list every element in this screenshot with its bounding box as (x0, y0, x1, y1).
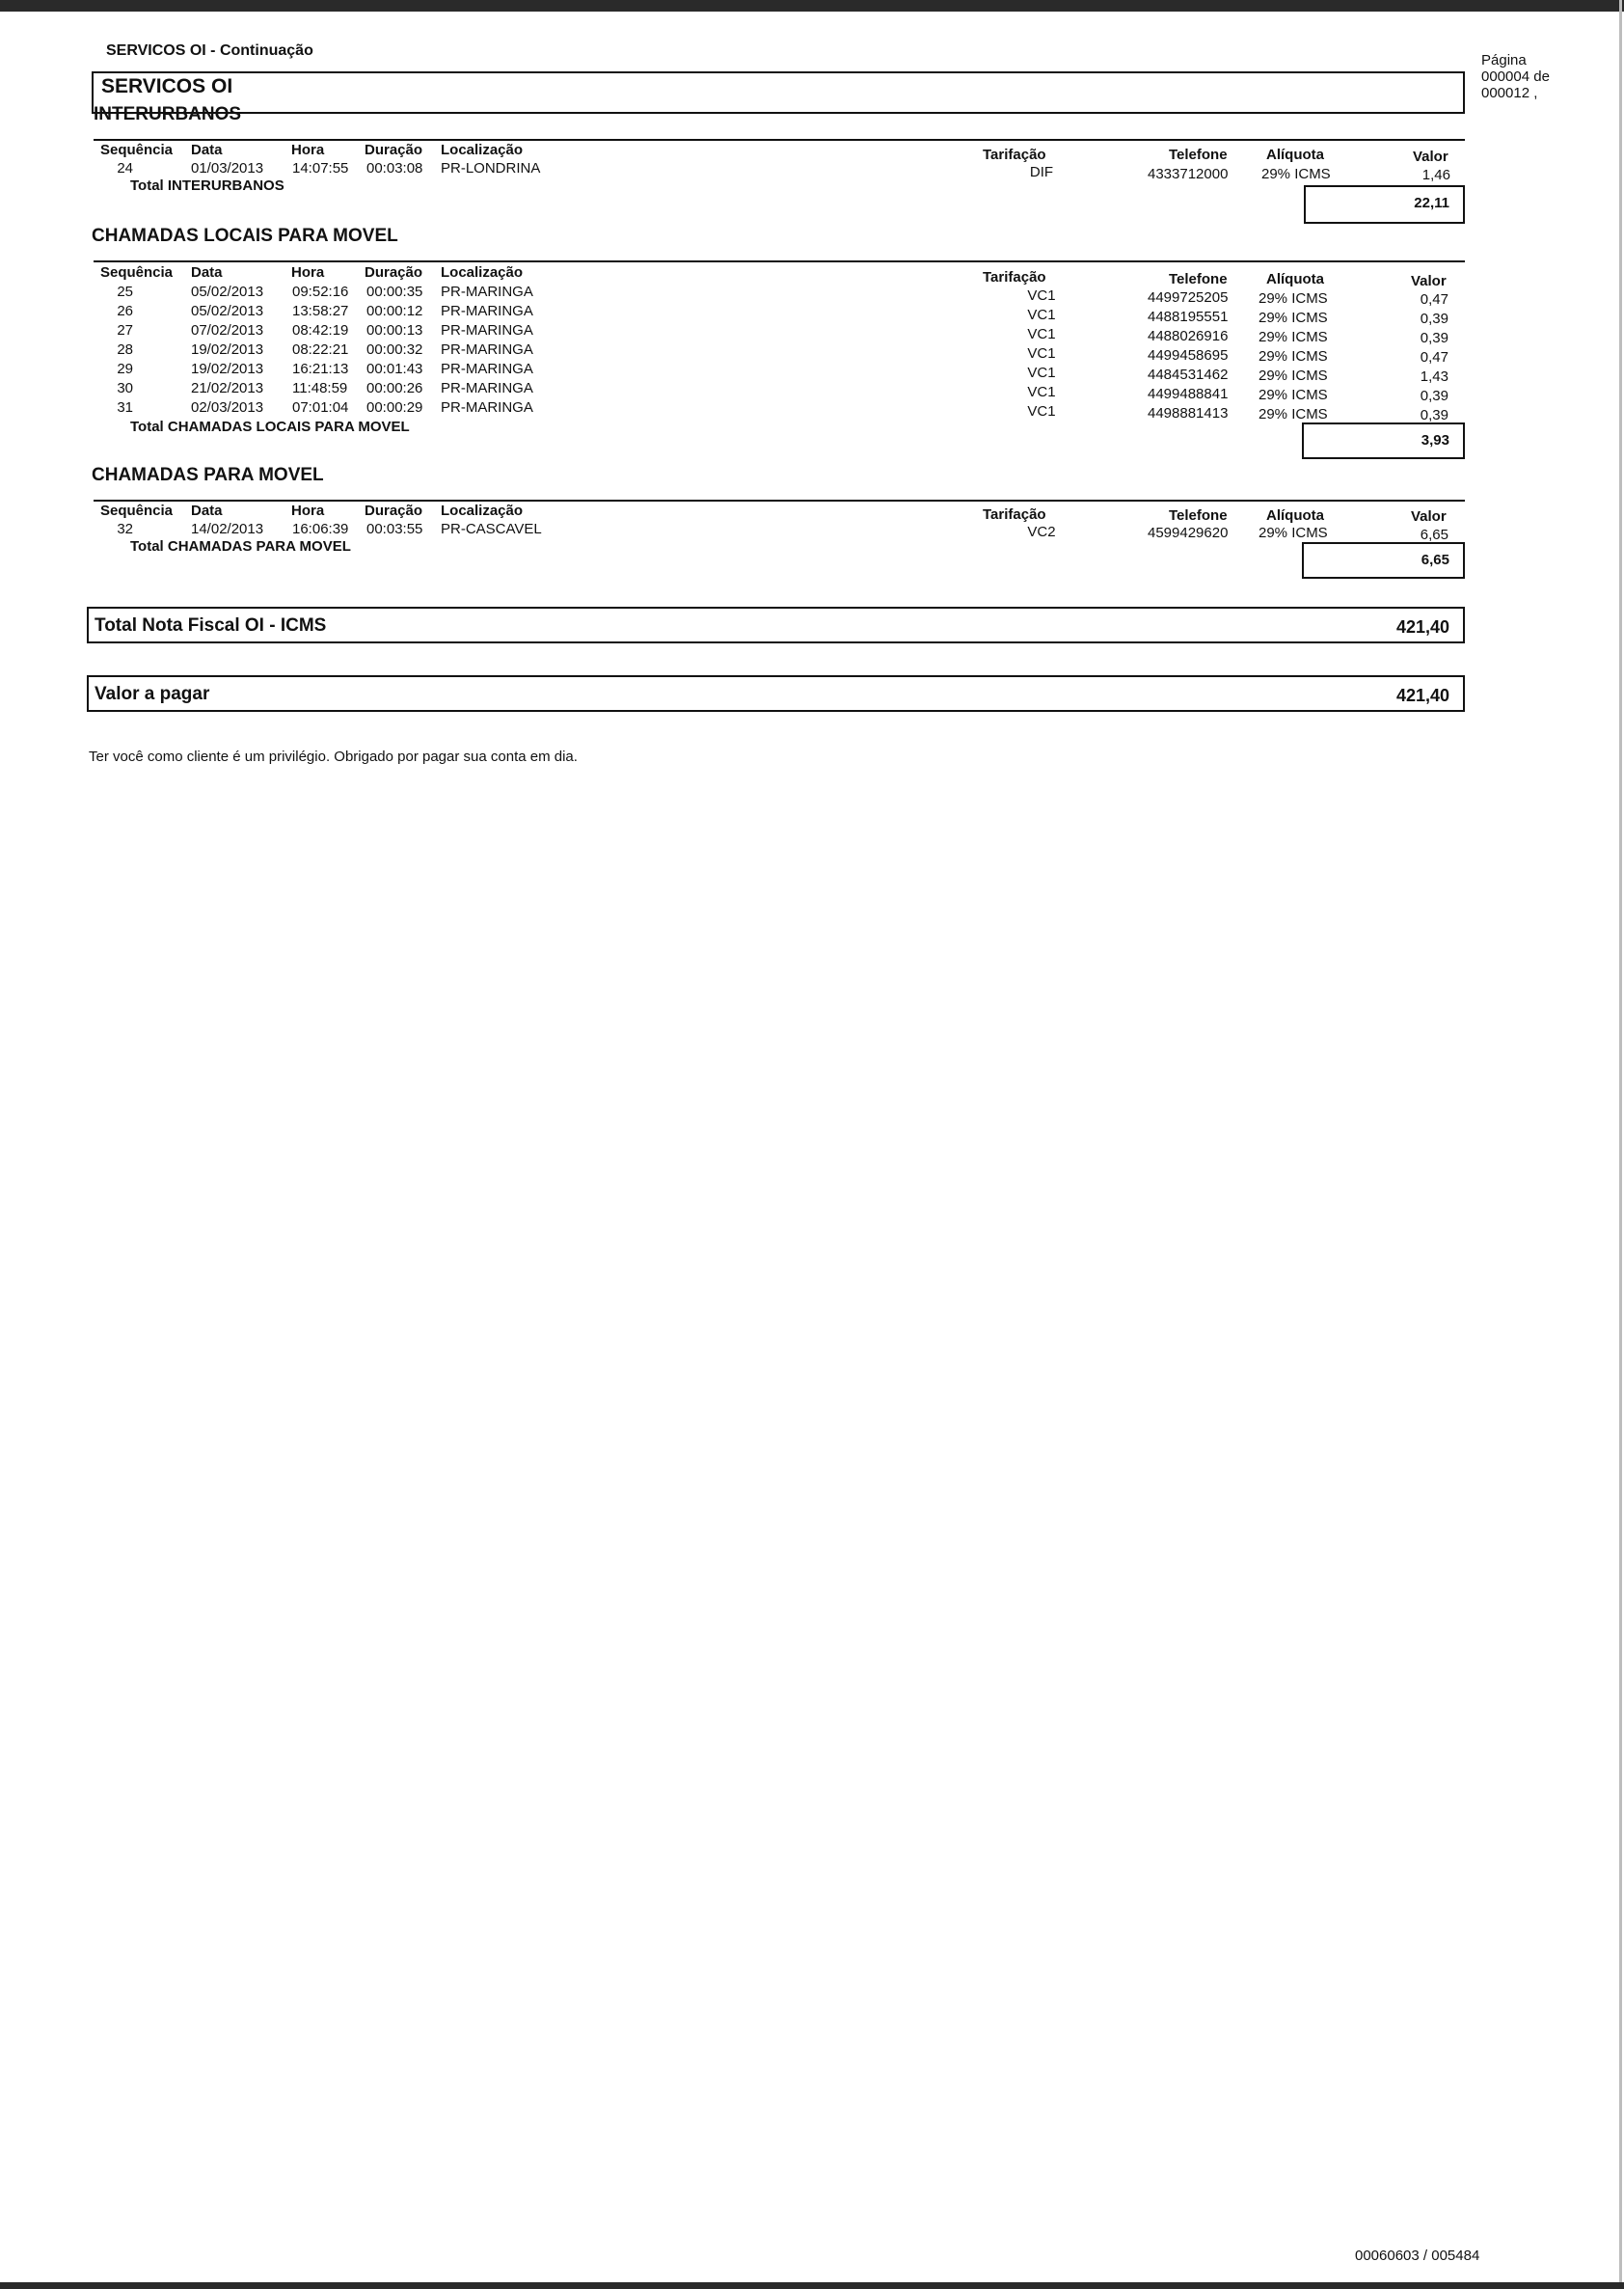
cell-telefone: 4488026916 (1148, 328, 1229, 344)
cell-duracao: 00:00:29 (366, 399, 423, 416)
col-valor: Valor (1411, 508, 1447, 525)
valor-a-pagar-value: 421,40 (1395, 686, 1449, 705)
col-sequencia: Sequência (100, 503, 174, 519)
cell-duracao: 00:00:13 (366, 322, 423, 339)
cell-seq: 29 (117, 361, 133, 377)
col-aliquota: Alíquota (1266, 271, 1324, 287)
col-tarifacao: Tarifação (983, 506, 1046, 523)
page-current: 000004 de (1481, 68, 1550, 85)
cell-localizacao: PR-MARINGA (441, 322, 533, 339)
cell-seq: 32 (117, 521, 133, 537)
cell-localizacao: PR-MARINGA (441, 284, 533, 300)
cell-hora: 08:22:21 (292, 341, 349, 358)
cell-duracao: 00:01:43 (366, 361, 423, 377)
total-nota-fiscal-label: Total Nota Fiscal OI - ICMS (95, 615, 327, 636)
cell-data: 05/02/2013 (191, 303, 264, 319)
col-tarifacao: Tarifação (983, 269, 1046, 286)
section-total-label: Total CHAMADAS PARA MOVEL (130, 538, 351, 555)
cell-data: 19/02/2013 (191, 361, 264, 377)
cell-tarifacao: VC1 (1027, 287, 1056, 304)
cell-valor: 0,39 (1420, 407, 1448, 423)
col-localizacao: Localização (441, 264, 524, 281)
col-valor: Valor (1411, 273, 1447, 289)
cell-telefone: 4484531462 (1148, 367, 1229, 383)
cell-data: 05/02/2013 (191, 284, 264, 300)
scan-border-bottom (0, 2282, 1624, 2289)
services-title-box (92, 71, 1465, 114)
cell-seq: 30 (117, 380, 133, 396)
cell-tarifacao: VC1 (1027, 384, 1056, 400)
cell-localizacao: PR-MARINGA (441, 380, 533, 396)
cell-localizacao: PR-MARINGA (441, 399, 533, 416)
cell-data: 01/03/2013 (191, 160, 264, 177)
cell-aliquota: 29% ICMS (1259, 387, 1328, 403)
document-code: 00060603 / 005484 (1355, 2248, 1480, 2264)
scan-border-top (0, 0, 1624, 12)
cell-aliquota: 29% ICMS (1259, 368, 1328, 384)
section-total-label: Total CHAMADAS LOCAIS PARA MOVEL (130, 419, 410, 435)
services-title: SERVICOS OI (101, 75, 233, 97)
cell-hora: 13:58:27 (292, 303, 349, 319)
cell-tarifacao: VC1 (1027, 365, 1056, 381)
cell-telefone: 4599429620 (1148, 525, 1229, 541)
col-duracao: Duração (365, 503, 423, 519)
cell-telefone: 4333712000 (1148, 166, 1229, 182)
cell-localizacao: PR-LONDRINA (441, 160, 541, 177)
col-data: Data (191, 264, 223, 281)
cell-valor: 0,39 (1420, 388, 1448, 404)
col-localizacao: Localização (441, 142, 524, 158)
section-total-value: 22,11 (1304, 185, 1465, 224)
cell-valor: 6,65 (1420, 527, 1448, 543)
cell-duracao: 00:00:35 (366, 284, 423, 300)
section-rule (94, 139, 1465, 141)
page-total: 000012 (1481, 85, 1530, 101)
cell-seq: 31 (117, 399, 133, 416)
section-total-value: 6,65 (1302, 542, 1465, 579)
section-rule (94, 260, 1465, 262)
col-telefone: Telefone (1169, 507, 1228, 524)
cell-tarifacao: VC1 (1027, 307, 1056, 323)
cell-telefone: 4488195551 (1148, 309, 1229, 325)
cell-aliquota: 29% ICMS (1259, 406, 1328, 422)
cell-valor: 0,47 (1420, 291, 1448, 308)
cell-valor: 0,47 (1420, 349, 1448, 366)
col-hora: Hora (291, 264, 325, 281)
cell-valor: 1,46 (1421, 167, 1450, 183)
col-telefone: Telefone (1169, 271, 1228, 287)
cell-hora: 14:07:55 (292, 160, 349, 177)
section-title-locais-movel: CHAMADAS LOCAIS PARA MOVEL (92, 226, 398, 246)
cell-tarifacao: DIF (1029, 164, 1054, 180)
cell-tarifacao: VC2 (1027, 524, 1056, 540)
section-rule (94, 500, 1465, 502)
col-data: Data (191, 142, 223, 158)
cell-data: 07/02/2013 (191, 322, 264, 339)
cell-aliquota: 29% ICMS (1261, 166, 1331, 182)
cell-hora: 16:06:39 (292, 521, 349, 537)
continuation-title: SERVICOS OI - Continuação (106, 42, 313, 59)
valor-a-pagar-box (87, 675, 1465, 712)
cell-localizacao: PR-MARINGA (441, 361, 533, 377)
col-duracao: Duração (365, 142, 423, 158)
cell-tarifacao: VC1 (1027, 403, 1056, 420)
cell-data: 14/02/2013 (191, 521, 264, 537)
cell-data: 19/02/2013 (191, 341, 264, 358)
cell-telefone: 4499488841 (1148, 386, 1229, 402)
page-label: Página (1481, 52, 1527, 68)
cell-duracao: 00:03:08 (366, 160, 423, 177)
scan-border-right (1619, 0, 1622, 2282)
cell-hora: 07:01:04 (292, 399, 349, 416)
cell-seq: 24 (117, 160, 133, 177)
cell-hora: 08:42:19 (292, 322, 349, 339)
col-hora: Hora (291, 142, 325, 158)
cell-hora: 11:48:59 (292, 380, 348, 396)
col-aliquota: Alíquota (1266, 147, 1324, 163)
col-aliquota: Alíquota (1266, 507, 1324, 524)
col-hora: Hora (291, 503, 325, 519)
cell-hora: 16:21:13 (292, 361, 349, 377)
col-valor: Valor (1413, 149, 1448, 165)
col-tarifacao: Tarifação (983, 147, 1046, 163)
cell-aliquota: 29% ICMS (1259, 525, 1328, 541)
cell-valor: 0,39 (1420, 311, 1448, 327)
cell-data: 21/02/2013 (191, 380, 264, 396)
cell-hora: 09:52:16 (292, 284, 349, 300)
cell-valor: 1,43 (1420, 368, 1448, 385)
valor-a-pagar-label: Valor a pagar (95, 684, 210, 704)
section-total-value: 3,93 (1302, 422, 1465, 459)
cell-valor: 0,39 (1420, 330, 1448, 346)
col-localizacao: Localização (441, 503, 524, 519)
cell-localizacao: PR-MARINGA (441, 303, 533, 319)
total-nota-fiscal-value: 421,40 (1395, 617, 1449, 637)
cell-aliquota: 29% ICMS (1259, 329, 1328, 345)
cell-aliquota: 29% ICMS (1259, 348, 1328, 365)
col-data: Data (191, 503, 223, 519)
cell-duracao: 00:00:26 (366, 380, 423, 396)
cell-localizacao: PR-MARINGA (441, 341, 533, 358)
thank-you-message: Ter você como cliente é um privilégio. Obrigado por pagar sua conta em dia. (89, 749, 578, 765)
cell-duracao: 00:00:12 (366, 303, 423, 319)
section-title-interurbanos: INTERURBANOS (94, 104, 242, 124)
col-sequencia: Sequência (100, 142, 174, 158)
cell-duracao: 00:00:32 (366, 341, 423, 358)
cell-tarifacao: VC1 (1027, 326, 1056, 342)
cell-aliquota: 29% ICMS (1259, 310, 1328, 326)
cell-data: 02/03/2013 (191, 399, 264, 416)
cell-aliquota: 29% ICMS (1259, 290, 1328, 307)
cell-seq: 27 (117, 322, 133, 339)
cell-seq: 28 (117, 341, 133, 358)
section-title-chamadas-movel: CHAMADAS PARA MOVEL (92, 465, 324, 485)
col-telefone: Telefone (1169, 147, 1228, 163)
cell-seq: 25 (117, 284, 133, 300)
cell-tarifacao: VC1 (1027, 345, 1056, 362)
cell-telefone: 4498881413 (1148, 405, 1229, 422)
cell-seq: 26 (117, 303, 133, 319)
cell-telefone: 4499458695 (1148, 347, 1229, 364)
section-total-label: Total INTERURBANOS (130, 177, 284, 194)
cell-localizacao: PR-CASCAVEL (441, 521, 542, 537)
page-indicator: Página 000004 de 000012 , (1481, 52, 1550, 101)
cell-duracao: 00:03:55 (366, 521, 423, 537)
total-nota-fiscal-box (87, 607, 1465, 643)
cell-telefone: 4499725205 (1148, 289, 1229, 306)
col-sequencia: Sequência (100, 264, 174, 281)
col-duracao: Duração (365, 264, 423, 281)
